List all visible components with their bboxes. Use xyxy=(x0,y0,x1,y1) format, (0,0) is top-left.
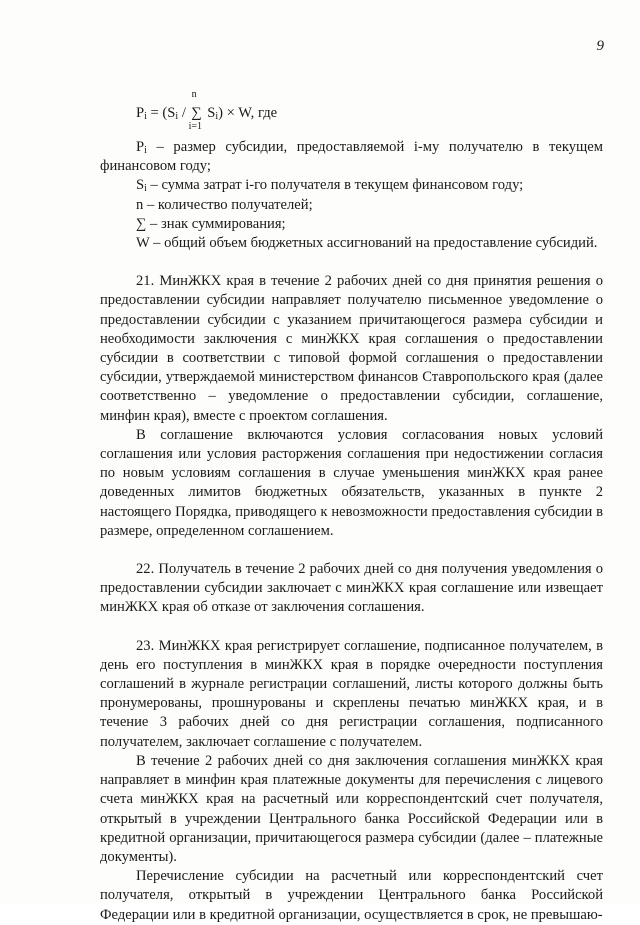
formula-sum-s: S xyxy=(203,105,216,121)
definition-sub: i xyxy=(144,183,147,195)
sigma-bottom-limit: i=1 xyxy=(188,121,202,132)
definition-sigma xyxy=(100,215,603,234)
formula-sum-sub: i xyxy=(215,111,219,122)
definition-text: – сумма затрат i-го получателя в текущем финансовом году; xyxy=(146,177,524,194)
sigma-glyph: ∑ xyxy=(191,105,202,121)
definition-p xyxy=(100,138,603,176)
definition-s xyxy=(100,176,603,195)
formula-lhs: P xyxy=(136,105,145,121)
subsidy-formula xyxy=(100,88,603,132)
paragraph-23-transfer: Перечисление субсидии на расчетный или корреспондентский счет получателя, открытый в учреждении Центрального банка Российской Федерации или в кредитной организации, осуществляется в срок, не превышаю- xyxy=(100,868,603,923)
definition-text: – общий объем бюджетных ассигнований на предоставление субсидий. xyxy=(149,235,598,252)
formula-eq: = (S xyxy=(146,105,176,121)
definition-symbol: ∑ xyxy=(136,215,147,232)
paragraph-22: 22. Получатель в течение 2 рабочих дней со дня получения уведомления о предоставлении субсидии заключает с минЖКХ края соглашение или извещает минЖКХ края об отказе от заключения соглашения. xyxy=(100,561,603,616)
definition-symbol: W xyxy=(136,235,150,252)
formula-s-sub: i xyxy=(175,111,179,122)
definition-symbol: S xyxy=(136,177,145,194)
sigma-symbol xyxy=(188,89,204,132)
formula-lhs-sub: i xyxy=(144,111,147,122)
paragraph-21: 21. МинЖКХ края в течение 2 рабочих дней со дня принятия решения о предоставлении субсидии направляет получателю письменное уведомление о предоставлении субсидии с указанием причитающегося размера субсидии и необходимости заключения с минЖКХ края соглашения о предоставлении субсидии в соответствии с типовой формой соглашения о предоставлении субсидии, утверждаемой министерством финансов Ставропольского края (далее соответственно – уведомление о предоставлении субсидии, соглашение, минфин края), вместе с проектом соглашения. xyxy=(100,273,603,424)
definition-text: – размер субсидии, предоставляемой i-му получателю в текущем финансовом году; xyxy=(100,139,603,175)
definition-text: – количество получателей; xyxy=(143,196,313,213)
definition-symbol: P xyxy=(136,139,145,155)
paragraph-23-payment-docs: В течение 2 рабочих дней со дня заключения соглашения минЖКХ края направляет в минфин края платежные документы для перечисления с лицевого счета минЖКХ края на расчетный или корреспондентский счет получателя, открытый в учреждении Центрального банка Российской Федерации или в кредитной организации, причитающегося размера субсидии (далее – платежные документы). xyxy=(100,752,603,865)
definition-w xyxy=(100,234,603,253)
formula-rest: ) × W, где xyxy=(218,105,278,121)
formula-div: / xyxy=(178,105,190,121)
definition-n xyxy=(100,196,603,215)
formula-line xyxy=(136,89,278,132)
paragraph-21-conditions: В соглашение включаются условия согласования новых условий соглашения или условия расторжения соглашения при недостижении согласия по новым условиям соглашения в случае уменьшения минЖКХ края ранее доведенных лимитов бюджетных обязательств, указанных в пункте 2 настоящего Порядка, приводящего к невозможности предоставления субсидии в размере, определенном соглашением. xyxy=(100,426,603,539)
definition-symbol: n xyxy=(136,196,144,213)
formula-definitions xyxy=(100,138,603,253)
definition-sub: i xyxy=(144,145,147,156)
document-body xyxy=(100,88,603,925)
sigma-top-limit: n xyxy=(191,89,197,100)
definition-text: – знак суммирования; xyxy=(146,215,286,232)
page-number: 9 xyxy=(596,38,604,54)
paragraph-23: 23. МинЖКХ края регистрирует соглашение, подписанное получателем, в день его поступления в минЖКХ края в порядке очередности поступления соглашений в журнале регистрации соглашений, листы которого должны быть пронумерованы, прошнурованы и скреплены печатью минЖКХ края, и в течение 3 рабочих дней со дня регистрации соглашения, подписанного получателем, заключает соглашение с получателем. xyxy=(100,637,603,750)
